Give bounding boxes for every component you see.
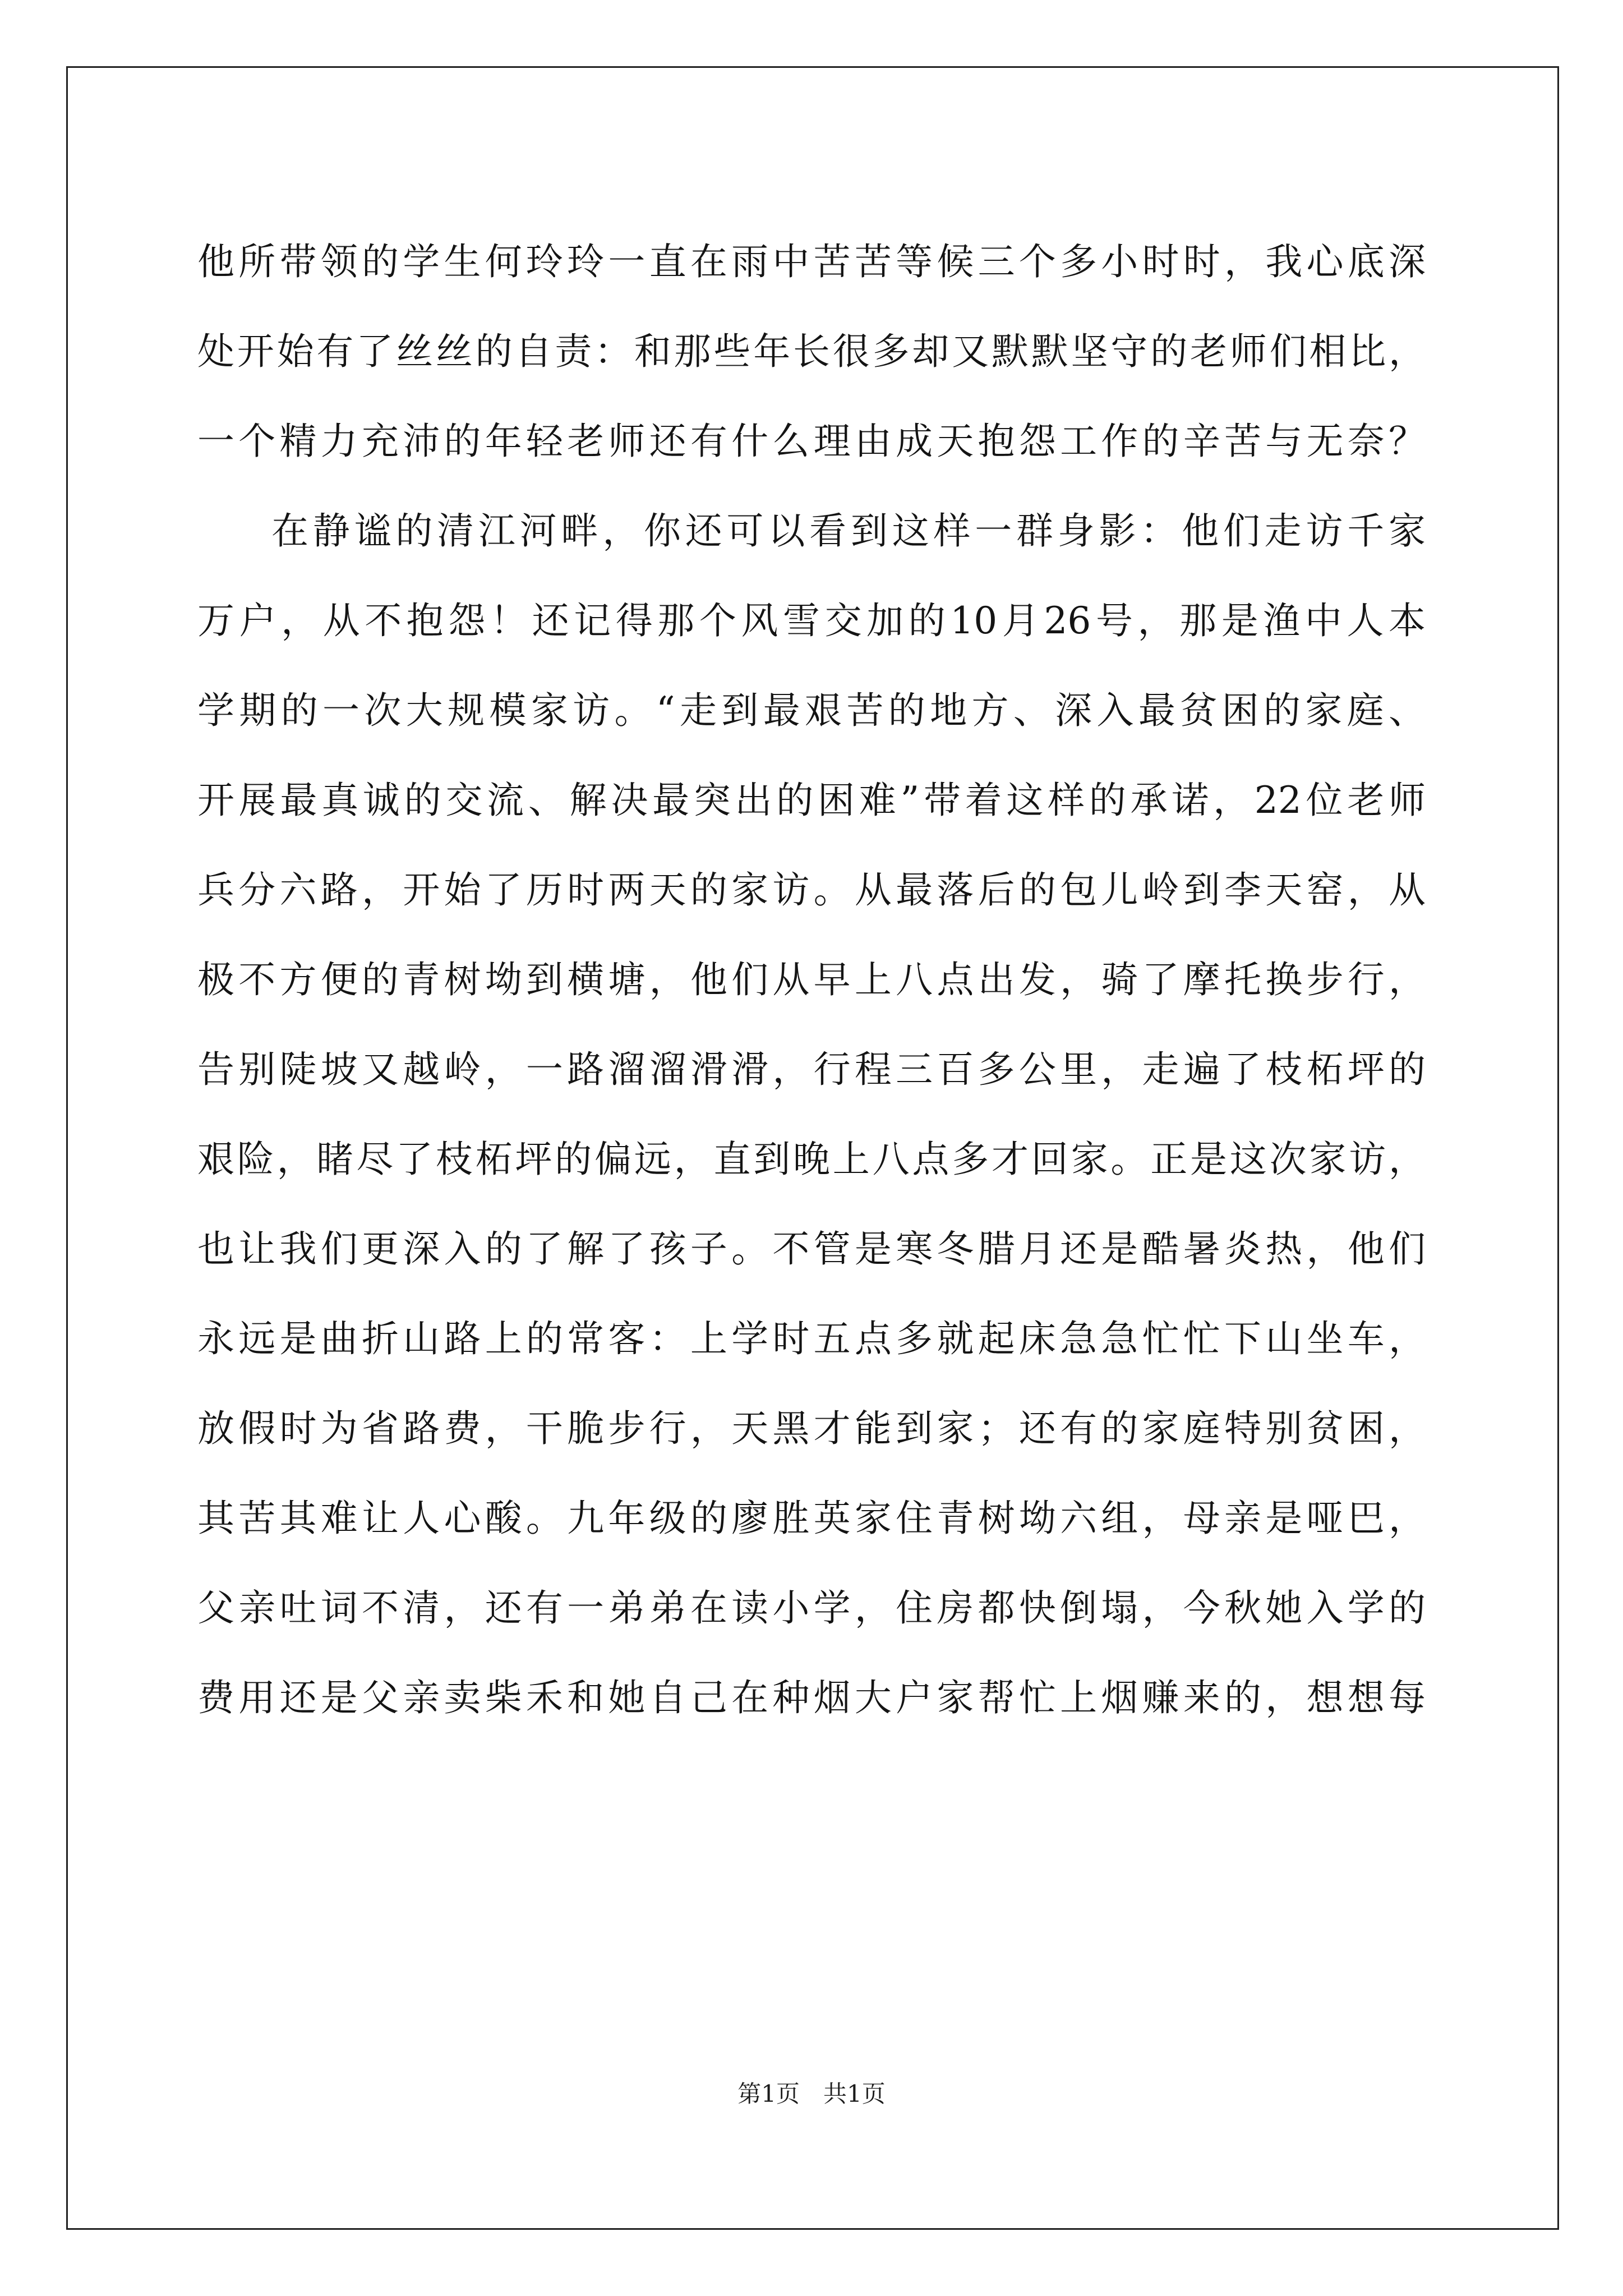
text-line: 兵分六路，开始了历时两天的家访。从最落后的包儿岭到李天窑，从 (197, 868, 1426, 912)
page-total: 共1页 (823, 2080, 886, 2108)
text-line: 永远是曲折山路上的常客：上学时五点多就起床急急忙忙下山坐车， (197, 1317, 1426, 1360)
body-text (197, 217, 1426, 1743)
text-line: 极不方便的青树坳到横塘，他们从早上八点出发，骑了摩托换步行， (197, 958, 1426, 1001)
text-line: 万户，从不抱怨！还记得那个风雪交加的10月26号，那是渔中人本 (197, 599, 1426, 642)
text-line: 开展最真诚的交流、解决最突出的困难”带着这样的承诺，22位老师 (197, 779, 1426, 822)
text-line: 一个精力充沛的年轻老师还有什么理由成天抱怨工作的辛苦与无奈？ (197, 420, 1426, 463)
page-footer (0, 2076, 1623, 2109)
text-line: 处开始有了丝丝的自责：和那些年长很多却又默默坚守的老师们相比， (197, 330, 1426, 373)
text-line: 艰险，睹尽了枝柘坪的偏远，直到晚上八点多才回家。正是这次家访， (197, 1138, 1426, 1181)
page-number: 第1页 (737, 2080, 800, 2108)
text-line: 他所带领的学生何玲玲一直在雨中苦苦等候三个多小时时，我心底深 (197, 240, 1426, 283)
text-line: 费用还是父亲卖柴禾和她自己在种烟大户家帮忙上烟赚来的，想想每 (197, 1676, 1426, 1719)
text-line: 学期的一次大规模家访。“走到最艰苦的地方、深入最贫困的家庭、 (197, 689, 1426, 732)
text-line: 也让我们更深入的了解了孩子。不管是寒冬腊月还是酷暑炎热，他们 (197, 1227, 1426, 1271)
text-line: 告别陡坡又越岭，一路溜溜滑滑，行程三百多公里，走遍了枝柘坪的 (197, 1048, 1426, 1091)
paragraph-first-line: 在静谧的清江河畔，你还可以看到这样一群身影：他们走访千家 (271, 509, 1426, 553)
text-line: 父亲吐词不清，还有一弟弟在读小学，住房都快倒塌，今秋她入学的 (197, 1586, 1426, 1630)
text-line: 放假时为省路费，干脆步行，天黑才能到家；还有的家庭特别贫困， (197, 1407, 1426, 1450)
text-line: 其苦其难让人心酸。九年级的廖胜英家住青树坳六组，母亲是哑巴， (197, 1497, 1426, 1540)
